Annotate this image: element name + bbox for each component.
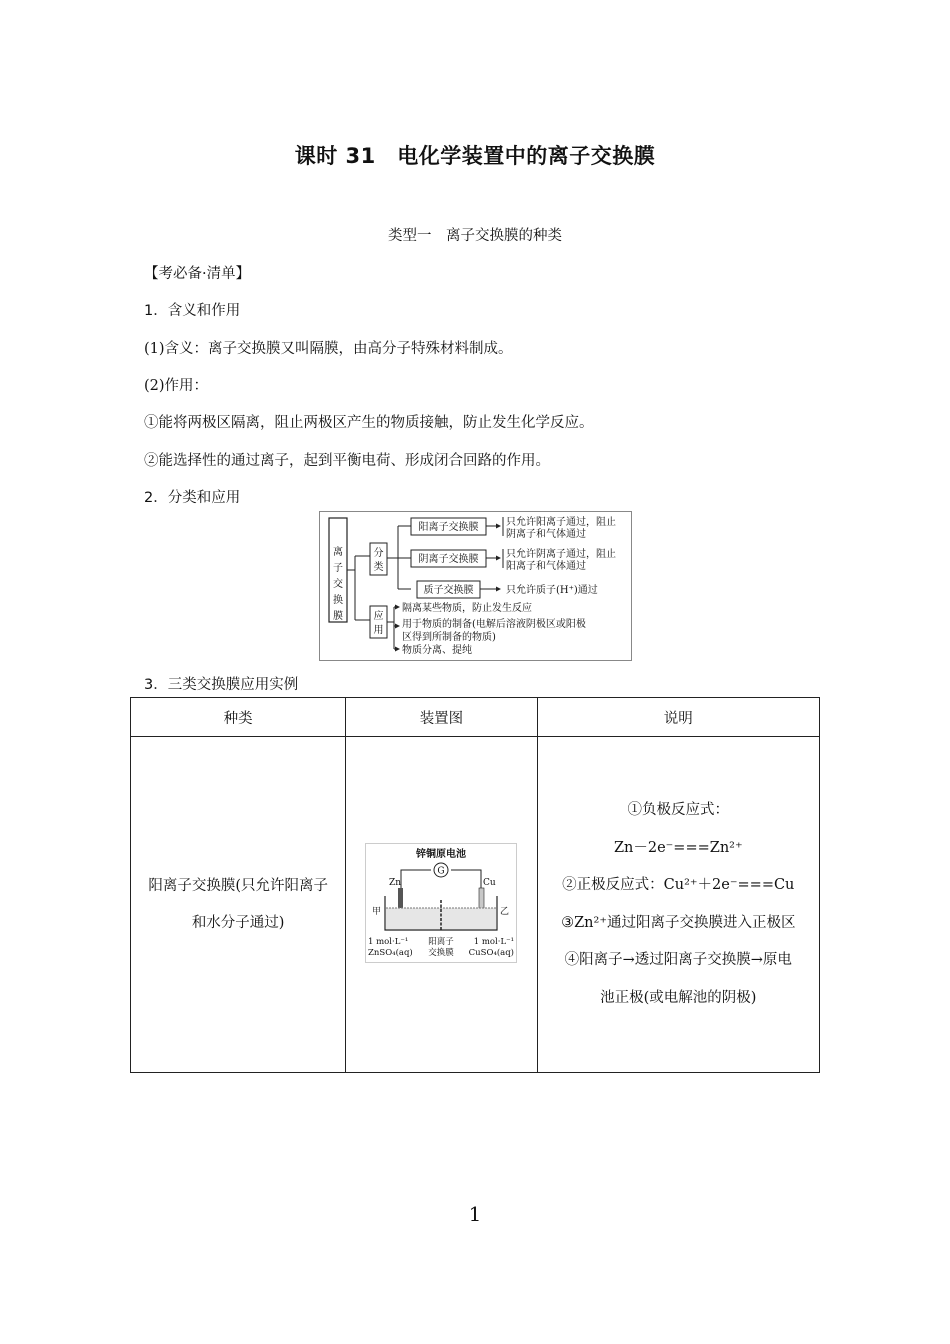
cell-apparatus [346,737,537,1073]
solution-label: 1 mol·L⁻¹ [368,937,409,947]
type-desc: 只允许阴离子通过，阻止 [506,549,616,560]
cell-label: 甲 [372,907,382,917]
classify-char: 类 [373,562,384,573]
type-line: 和水分子通过) [191,914,285,931]
type-desc: 阳离子和气体通过 [506,561,586,572]
description-line: Zn－2e⁻===Zn²⁺ [613,839,743,856]
root-char: 膜 [333,611,343,622]
classification-diagram [319,511,632,661]
membrane-label: 阳离子 [428,937,455,947]
type-desc: 只允许阳离子通过，阻止 [506,517,616,528]
apply-char: 用 [373,625,384,636]
examples-table [130,697,820,1073]
paragraph-function: (2)作用： [144,378,209,394]
type-desc: 只允许质子(H⁺)通过 [506,585,598,596]
description-line: ②正极反应式：Cu²⁺＋2e⁻===Cu [562,877,795,893]
description-line: ①负极反应式： [627,802,730,818]
type-name: 质子交换膜 [423,585,474,596]
description-line: 池正极(或电解池的阴极) [600,989,757,1006]
application-item: 隔离某些物质，防止发生反应 [402,603,532,614]
page-number: 1 [468,1202,482,1226]
heading-examples: 3．三类交换膜应用实例 [144,677,299,693]
type-name: 阳离子交换膜 [418,522,479,533]
application-item: 物质分离、提纯 [402,645,472,656]
checklist-heading: 【考必备·清单】 [144,266,251,282]
solution-label: CuSO₄(aq) [469,948,515,958]
root-char: 离 [333,547,343,558]
electrode-label: Zn [389,878,402,888]
description-line: ④阳离子→透过阳离子交换膜→原电 [564,952,792,968]
table-row [131,737,820,1073]
type-line: 阳离子交换膜(只允许阳离子 [148,877,328,894]
application-item: 用于物质的制备(电解后溶液阴极区或阳极 [402,619,586,630]
description-line: ③Zn²⁺通过阳离子交换膜进入正极区 [561,914,796,931]
table-header-row [131,698,820,737]
root-char: 子 [333,563,343,574]
apply-char: 应 [373,611,384,622]
classify-char: 分 [373,548,384,559]
type-desc: 阴离子和气体通过 [506,529,586,540]
paragraph-function-2: ②能选择性的通过离子，起到平衡电荷、形成闭合回路的作用。 [144,453,550,469]
solution-label: ZnSO₄(aq) [368,948,414,958]
membrane-label: 交换膜 [428,948,455,958]
paragraph-function-1: ①能将两极区隔离，阻止两极区产生的物质接触，防止发生化学反应。 [144,415,594,431]
header-description: 说明 [537,698,819,737]
heading-classification: 2．分类和应用 [144,490,241,506]
electrode-label: Cu [483,878,497,888]
application-item: 区得到所制备的物质) [402,632,496,643]
page-title: 课时 31 电化学装置中的离子交换膜 [294,144,656,168]
apparatus-title: 锌铜原电池 [416,849,467,860]
cell-membrane-type [131,737,346,1073]
paragraph-definition: (1)含义：离子交换膜又叫隔膜，由高分子特殊材料制成。 [144,341,513,357]
header-type: 种类 [131,698,346,737]
root-char: 交 [333,579,343,590]
type-name: 阴离子交换膜 [418,554,479,565]
header-apparatus: 装置图 [346,698,537,737]
cell-description [537,737,819,1073]
section-title: 类型一 离子交换膜的种类 [388,228,562,244]
solution-label: 1 mol·L⁻¹ [474,937,515,947]
root-char: 换 [333,595,343,606]
galvanic-cell-figure [365,843,517,963]
galvanometer-icon: G [437,866,446,877]
cell-label: 乙 [500,907,510,917]
heading-definition: 1．含义和作用 [144,303,241,319]
